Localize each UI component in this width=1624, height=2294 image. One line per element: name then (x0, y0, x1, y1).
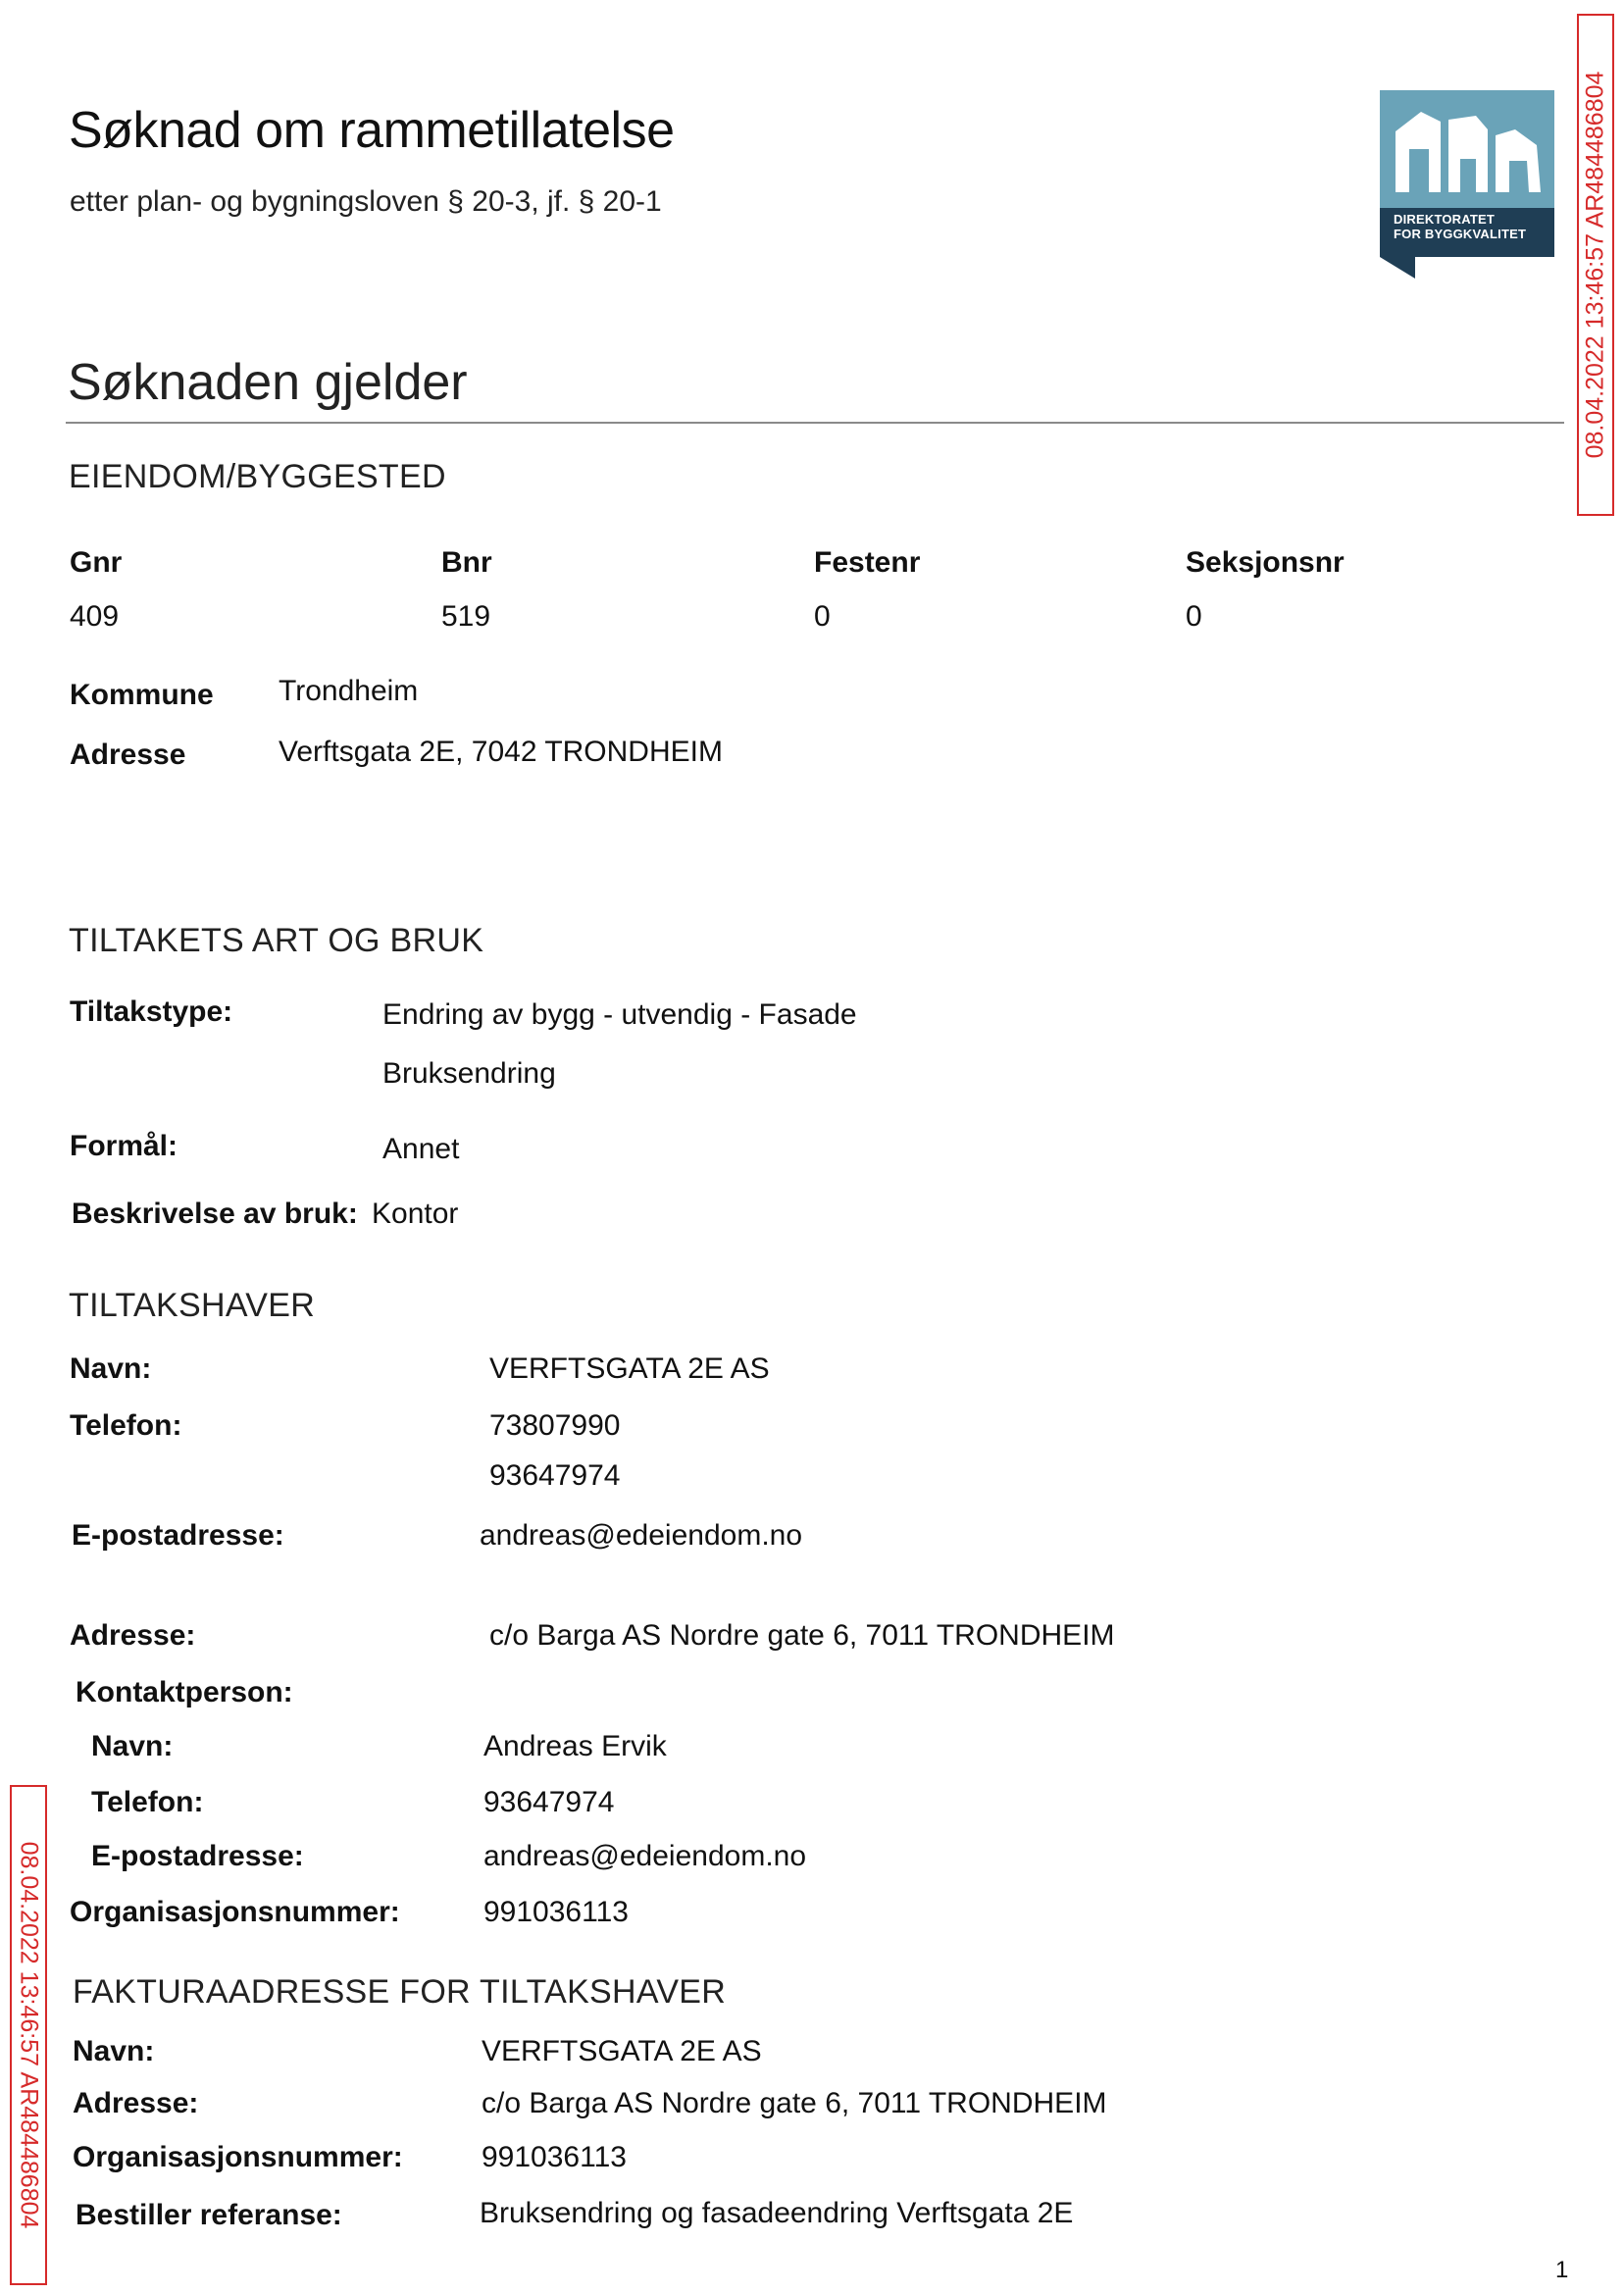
dibk-logo (1380, 90, 1554, 279)
timestamp-stamp-left (10, 1785, 47, 2285)
gnr-label: Gnr (70, 546, 123, 579)
adresse-value: Verftsgata 2E, 7042 TRONDHEIM (279, 736, 723, 768)
seksjonsnr-label: Seksjonsnr (1186, 546, 1345, 579)
tiltakshaver-orgnr-label: Organisasjonsnummer: (70, 1896, 400, 1928)
bestiller-referanse-label: Bestiller referanse: (76, 2199, 342, 2231)
kontakt-telefon-value: 93647974 (483, 1786, 615, 1818)
festenr-value: 0 (814, 600, 831, 633)
faktura-adresse-label: Adresse: (73, 2087, 199, 2119)
tiltakshaver-heading: TILTAKSHAVER (69, 1287, 316, 1324)
formal-value: Annet (382, 1133, 460, 1165)
stamp-text: 08.04.2022 13:46:57 AR484486804 (1581, 71, 1609, 459)
tiltakshaver-orgnr-value: 991036113 (483, 1896, 629, 1928)
faktura-orgnr-value: 991036113 (482, 2141, 627, 2173)
faktura-adresse-value: c/o Barga AS Nordre gate 6, 7011 TRONDHEIM (482, 2087, 1107, 2119)
bnr-value: 519 (441, 600, 491, 633)
bnr-label: Bnr (441, 546, 492, 579)
adresse-label: Adresse (70, 739, 186, 771)
tiltakshaver-epost-value: andreas@edeiendom.no (480, 1519, 803, 1552)
faktura-orgnr-label: Organisasjonsnummer: (73, 2141, 403, 2173)
bestiller-referanse-value: Bruksendring og fasadeendring Verftsgata 2E (480, 2197, 1074, 2229)
tiltakshaver-adresse-value: c/o Barga AS Nordre gate 6, 7011 TRONDHEIM (489, 1619, 1115, 1652)
tiltakstype-value-2: Bruksendring (382, 1057, 556, 1090)
tiltakshaver-telefon-value-1: 73807990 (489, 1409, 621, 1442)
bruk-value: Kontor (372, 1198, 459, 1230)
kommune-value: Trondheim (279, 675, 419, 707)
faktura-navn-value: VERFTSGATA 2E AS (482, 2035, 762, 2067)
bruk-label: Beskrivelse av bruk: (72, 1198, 358, 1230)
logo-text-line-2: FOR BYGGKVALITET (1394, 227, 1527, 241)
document-subtitle: etter plan- og bygningsloven § 20-3, jf. § 20-1 (70, 185, 662, 218)
kontakt-navn-label: Navn: (91, 1730, 174, 1762)
tiltakstype-label: Tiltakstype: (70, 995, 233, 1028)
document-title: Søknad om rammetillatelse (69, 102, 675, 159)
logo-text-line-1: DIREKTORATET (1394, 212, 1496, 227)
formal-label: Formål: (70, 1130, 178, 1162)
logo-text (1394, 212, 1526, 241)
section-heading: Søknaden gjelder (68, 354, 468, 411)
tiltakstype-value-1: Endring av bygg - utvendig - Fasade (382, 998, 857, 1031)
gnr-value: 409 (70, 600, 120, 633)
kontakt-epost-label: E-postadresse: (91, 1840, 304, 1872)
eiendom-heading: EIENDOM/BYGGESTED (69, 458, 446, 495)
faktura-heading: FAKTURAADRESSE FOR TILTAKSHAVER (73, 1973, 727, 2011)
kontaktperson-label: Kontaktperson: (76, 1676, 293, 1708)
tiltakshaver-epost-label: E-postadresse: (72, 1519, 284, 1552)
kommune-label: Kommune (70, 679, 214, 711)
festenr-label: Festenr (814, 546, 921, 579)
dibk-logo-graphic (1380, 90, 1554, 279)
timestamp-stamp-right (1577, 14, 1614, 516)
kontakt-telefon-label: Telefon: (91, 1786, 204, 1818)
stamp-text-left: 08.04.2022 13:46:57 AR484486804 (15, 1841, 43, 2229)
section-divider (66, 422, 1564, 424)
kontakt-navn-value: Andreas Ervik (483, 1730, 667, 1762)
seksjonsnr-value: 0 (1186, 600, 1202, 633)
tiltakshaver-navn-label: Navn: (70, 1352, 152, 1385)
tiltakshaver-navn-value: VERFTSGATA 2E AS (489, 1352, 770, 1385)
tiltakshaver-telefon-value-2: 93647974 (489, 1459, 621, 1492)
page-number: 1 (1555, 2257, 1569, 2283)
tiltak-heading: TILTAKETS ART OG BRUK (69, 922, 484, 959)
kontakt-epost-value: andreas@edeiendom.no (483, 1840, 807, 1872)
faktura-navn-label: Navn: (73, 2035, 155, 2067)
tiltakshaver-adresse-label: Adresse: (70, 1619, 196, 1652)
tiltakshaver-telefon-label: Telefon: (70, 1409, 182, 1442)
